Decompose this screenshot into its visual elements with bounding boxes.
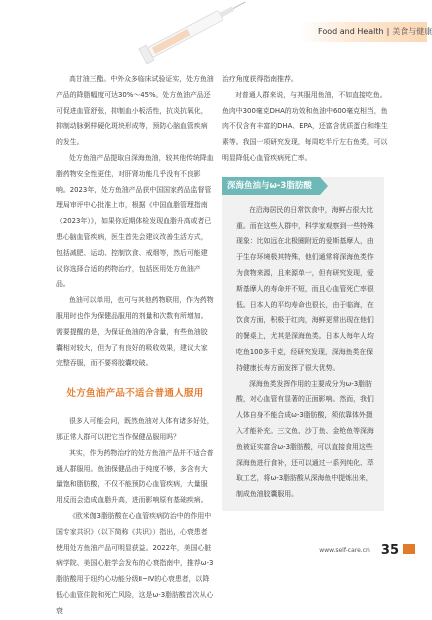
page-footer — [319, 540, 399, 558]
paragraph: 高甘油三酯。中外众多临床试验证实，处方鱼油产品的降脂幅度可达30%～45%。处方鱼油产品还可促进血管舒张，抑制血小板活性，抗炎抗氧化，抑制动脉粥样硬化斑块形成等，预防心脑血管疾病的发生。 — [56, 75, 214, 147]
footer-url: www.self-care.cn — [319, 547, 370, 554]
right-column-intro — [222, 72, 388, 167]
section-heading: 处方鱼油产品不适合普通人服用 — [66, 388, 204, 400]
page-number: 35 — [380, 543, 399, 558]
brand-cn: 美食与健康 — [392, 27, 432, 36]
paragraph: 在沿海居民的日常饮食中，海鲜占很大比重。而在这些人群中，科学家观察到一些特殊现象：比如远在北极圈附近的爱斯基摩人，由于生存环境极其特殊，他们通常将深海鱼类作为食物来源，且来源单一，但有研究发现，爱斯基摩人的寿命并不短，而且心血管死亡率很低。日本人的平均寿命也很长，由于临海，在饮食方面，积极于红肉，海鲜更常出现在他们的餐桌上，尤其是深海鱼类。日本人每年人均吃鱼100多千克，经研究发现，深海鱼类在保持健康长寿方面发挥了很大优势。 — [236, 205, 374, 372]
paragraph: 处方鱼油产品提取自深海鱼油，较其他传统降血脂药物安全性更佳，对肝肾功能几乎没有不良影响。2023年，处方鱼油产品获中国国家药品监督管理局审评中心批准上市，根据《中国血脂管理指南（2023年）》，如果你近期体检发现血脂升高或者已患心脑血管疾病，医生首先会建议改善生活方式，包括减肥、运动、控制饮食、戒烟等，然后可能建议你选择合适的药物治疗，包括医用处方鱼油产品。 — [56, 153, 214, 289]
paragraph: 《欧米伽3脂肪酸在心血管疾病防治中的作用中国专家共识》（以下简称《共识》）指出，心衰患者使用处方鱼油产品可明显获益。2022年，美国心脏病学院、美国心脏学会发布的心衰指南中，推荐ω-3脂肪酸用于纽约心功能分级Ⅱ~Ⅳ的心衰患者，以降低心血管住院和死亡风险，这是ω-3脂肪酸首次从心衰 — [56, 511, 214, 615]
page-marker — [403, 544, 415, 554]
left-column — [56, 72, 214, 620]
sidebar-tag: 深海鱼油与ω-3脂肪酸 — [222, 177, 320, 195]
paragraph: 治疗角度获得指南推荐。 — [222, 75, 298, 83]
magazine-section-label: Food and Health | 美食与健康 — [318, 27, 432, 36]
paragraph: 很多人可能会问，既然鱼油对人体有诸多好处，那正常人群可以把它当作保健品服用吗？ — [56, 417, 214, 441]
paragraph: 其实，作为药物治疗的处方鱼油产品并不适合普通人群服用。鱼油保健品由于纯度不够，多含有大量饱和脂肪酸，不仅不能预防心血管疾病，大量服用反而会造成血脂升高，进而影响原有基础疾病。 — [56, 448, 214, 505]
paragraph: 深海鱼类发挥作用的主要成分为ω-3脂肪酸，对心血管有显著的正面影响。然而，我们人体自身不能合成ω-3脂肪酸，须依靠体外摄入才能补充。三文鱼、沙丁鱼、金枪鱼等深海鱼被证实富含ω-3脂肪酸，可以直接食用这些深海鱼进行食补，还可以通过一系列纯化、萃取工艺，将ω-3脂肪酸从深海鱼中提炼出来，制成鱼油胶囊服用。 — [236, 379, 374, 499]
right-column — [222, 72, 388, 511]
paragraph: 对普通人群来说，与其服用鱼油，不如直接吃鱼。鱼肉中300毫克DHA的功效和鱼油中600毫克相当，鱼肉不仅含有丰富的DHA、EPA，还富含优质蛋白和维生素等。我国一项研究发现，每周吃半斤左右鱼类，可以明显降低心血管疾病死亡率。 — [222, 90, 388, 162]
sidebar-body — [222, 199, 384, 503]
brand-en: Food and Health — [318, 27, 384, 36]
syringe-illustration — [135, 0, 245, 64]
sidebar-box — [222, 177, 384, 511]
paragraph: 鱼油可以单用，也可与其他药物联用，作为药物服用时也作为保健品服用的剂量和次数有所增加。需要提醒的是，为保证鱼油的净含量，有些鱼油胶囊相对较大，但为了有良好的吸收效果，建议大家完整吞服，而不要将胶囊咬破。 — [56, 296, 214, 368]
